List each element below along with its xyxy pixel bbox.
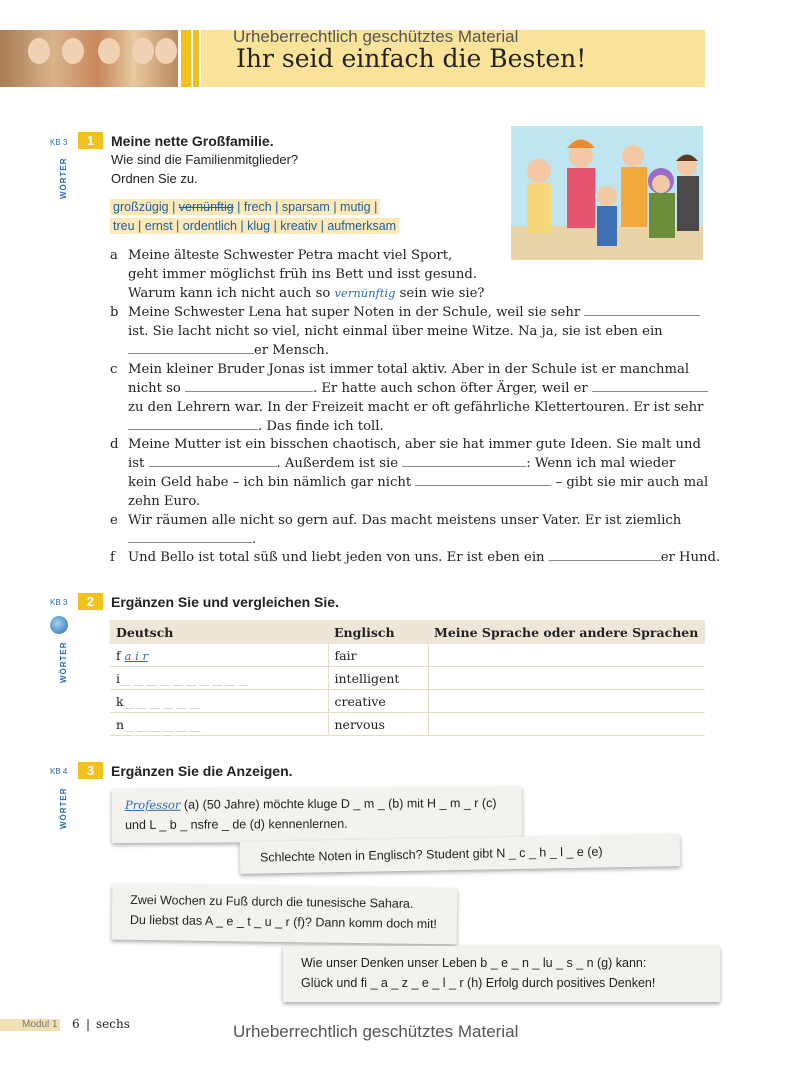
item-a-line-3: Warum kann ich nicht auch so vernünftig sein wie sie? [128, 286, 485, 301]
item-c-line-2: nicht so . Er hatte auch schon öfter Ärger, weil er [128, 379, 708, 398]
header-accent-2 [193, 30, 199, 87]
word-item: ordentlich [182, 219, 237, 233]
word-item: kreativ [280, 219, 318, 233]
footer-separator: | [86, 1017, 91, 1031]
footer-modul: Modul 1 [22, 1019, 58, 1030]
answer-blank[interactable] [185, 381, 313, 392]
table-row [110, 713, 705, 736]
word-item: ernst [144, 219, 173, 233]
vocab-table [110, 620, 705, 736]
exercise-instruction-1b: Ordnen Sie zu. [111, 171, 198, 186]
table-row [110, 690, 705, 713]
word-item: frech [243, 200, 272, 214]
item-c-line-4: . Das finde ich toll. [128, 417, 384, 436]
item-e-line-1: Wir räumen alle nicht so gern auf. Das macht meistens unser Vater. Er ist ziemlich [128, 513, 682, 528]
word-item: klug [247, 219, 271, 233]
table-header-row [110, 620, 705, 644]
item-c-line-1: Mein kleiner Bruder Jonas ist immer total aktiv. Aber in der Schule ist er manchmal [128, 362, 690, 377]
handwritten-answer: a i r [124, 648, 148, 663]
item-b-letter: b [110, 305, 119, 320]
item-a-line-2: geht immer möglichst früh ins Bett und isst gesund. [128, 267, 478, 282]
handwritten-answer: Professor [124, 797, 181, 813]
col-header-meine-sprache: Meine Sprache oder andere Sprachen [428, 620, 705, 644]
word-item: mutig [340, 200, 371, 214]
col-header-englisch: Englisch [328, 620, 428, 644]
cell-deutsch[interactable]: n__ __ __ __ __ __ [110, 713, 328, 736]
cell-my-language[interactable] [428, 713, 705, 736]
answer-blank[interactable] [128, 419, 258, 430]
word-bank-row-2: treu | ernst | ordentlich | klug | kreativ | aufmerksam [110, 218, 399, 234]
answer-blank[interactable] [128, 532, 252, 543]
cell-my-language[interactable] [428, 690, 705, 713]
cell-my-language[interactable] [428, 667, 705, 690]
ad-sahara: Zwei Wochen zu Fuß durch die tunesische Sahara. Du liebst das A _ e _ t _ u _ r (f)? Dann komm doch mit! [112, 884, 458, 945]
exercise-instruction-1a: Wie sind die Familienmitglieder? [111, 152, 299, 167]
item-e-line-2: . [128, 530, 256, 549]
cell-englisch: creative [328, 690, 428, 713]
item-c-line-3: zu den Lehrern war. In der Freizeit macht er oft gefährliche Klettertouren. Er ist sehr [128, 400, 704, 415]
word-item: großzügig [113, 200, 169, 214]
item-a-letter: a [110, 248, 118, 263]
answer-blank[interactable] [128, 343, 254, 354]
word-item: sparsam [281, 200, 330, 214]
cell-my-language[interactable] [428, 644, 705, 667]
item-b-line-1: Meine Schwester Lena hat super Noten in der Schule, weil sie sehr [128, 303, 700, 322]
cell-englisch: intelligent [328, 667, 428, 690]
handwritten-answer: vernünftig [334, 286, 396, 300]
item-d-line-1: Meine Mutter ist ein bisschen chaotisch, aber sie hat immer gute Ideen. Sie malt und [128, 437, 701, 452]
page-number: 6 [72, 1017, 80, 1031]
kb-ref-2: KB 3 [50, 598, 68, 607]
table-row [110, 667, 705, 690]
answer-blank[interactable] [584, 305, 700, 316]
word-item: aufmerksam [327, 219, 397, 233]
item-d-letter: d [110, 437, 119, 452]
item-b-line-3: er Mensch. [128, 341, 329, 360]
family-illustration [511, 126, 703, 260]
page-word: sechs [96, 1017, 130, 1031]
ad-professor: Professor (a) (50 Jahre) möchte kluge D _ m _ (b) mit H _ m _ r (c) und L _ b _ nsfre _ de (d) kennenlernen. [112, 787, 522, 843]
side-label-woerter-2: WÖRTER [59, 641, 68, 683]
word-bank-row-1: großzügig | vernünftig | frech | sparsam | mutig | [110, 199, 380, 215]
exercise-heading-2: Ergänzen Sie und vergleichen Sie. [111, 594, 339, 610]
exercise-heading-3: Ergänzen Sie die Anzeigen. [111, 763, 293, 779]
item-a-line-1: Meine älteste Schwester Petra macht viel Sport, [128, 248, 453, 263]
cell-deutsch[interactable]: k__ __ __ __ __ __ [110, 690, 328, 713]
side-label-woerter-3: WÖRTER [59, 787, 68, 829]
side-label-woerter-1: WÖRTER [59, 157, 68, 199]
item-d-line-2: ist . Außerdem ist sie : Wenn ich mal wieder [128, 456, 676, 471]
item-f-letter: f [110, 550, 115, 565]
item-d-line-3: kein Geld habe – ich bin nämlich gar nicht – gibt sie mir auch mal [128, 475, 709, 490]
item-b-line-2: ist. Sie lacht nicht so viel, nicht einmal über meine Witze. Na ja, sie ist eben ein [128, 324, 663, 339]
item-d-line-4: zehn Euro. [128, 494, 201, 509]
answer-blank[interactable] [402, 456, 526, 467]
header-accent [181, 30, 191, 87]
cell-englisch: fair [328, 644, 428, 667]
exercise-number-1: 1 [78, 132, 103, 149]
ad-denken: Wie unser Denken unser Leben b _ e _ n _ lu _ s _ n (g) kann: Glück und fi _ a _ z _ e _ l _ r (h) Erfolg durch positives Denken! [283, 946, 720, 1002]
item-c-letter: c [110, 362, 118, 377]
header-photo [0, 30, 178, 87]
exercise-number-2: 2 [78, 593, 103, 610]
item-e-letter: e [110, 513, 118, 528]
word-item-used: vernünftig [178, 200, 234, 214]
word-item: treu [113, 219, 135, 233]
globe-icon [50, 616, 68, 634]
answer-blank[interactable] [149, 456, 277, 467]
watermark-top: Urheberrechtlich geschütztes Material [233, 27, 519, 46]
item-f-line-1: Und Bello ist total süß und liebt jeden von uns. Er ist eben ein er Hund. [128, 550, 721, 565]
answer-blank[interactable] [592, 381, 708, 392]
kb-ref-3: KB 4 [50, 767, 68, 776]
cell-deutsch[interactable]: f a i r [110, 644, 328, 667]
col-header-deutsch: Deutsch [110, 620, 328, 644]
answer-blank[interactable] [415, 475, 551, 486]
table-row [110, 644, 705, 667]
exercise-heading-1: Meine nette Großfamilie. [111, 133, 274, 149]
cell-deutsch[interactable]: i__ __ __ __ __ __ __ __ __ __ [110, 667, 328, 690]
page-title: Ihr seid einfach die Besten! [236, 44, 587, 73]
ad-nachhilfe: Schlechte Noten in Englisch? Student gibt N _ c _ h _ l _ e (e) [240, 834, 680, 874]
kb-ref-1: KB 3 [50, 138, 68, 147]
watermark-bottom: Urheberrechtlich geschütztes Material [233, 1022, 519, 1041]
answer-blank[interactable] [549, 550, 661, 561]
cell-englisch: nervous [328, 713, 428, 736]
exercise-number-3: 3 [78, 762, 103, 779]
